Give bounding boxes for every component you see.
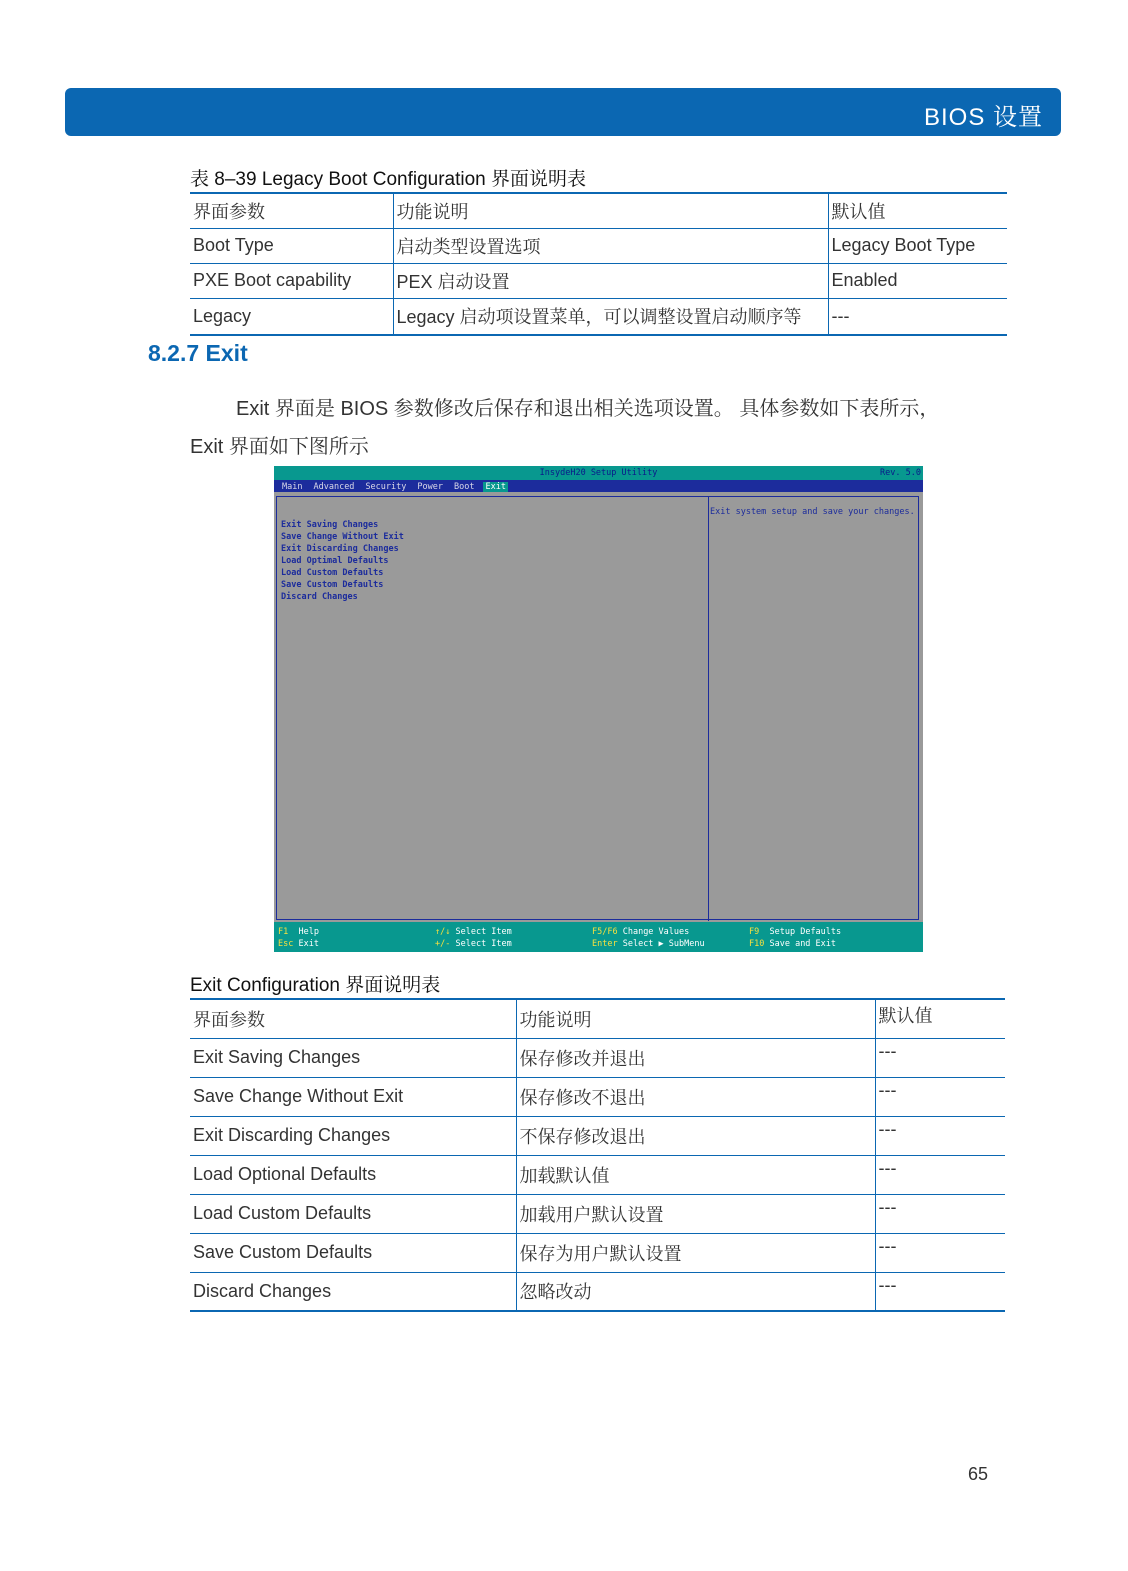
bios-legend-col — [435, 926, 512, 950]
table-cell: Legacy 启动项设置菜单，可以调整设置启动顺序等 — [393, 298, 828, 335]
key-desc: Select Item — [455, 927, 512, 937]
key-label: +/- — [435, 939, 451, 949]
header-cell: 功能说明 — [516, 999, 875, 1038]
table-cell: --- — [875, 1194, 1005, 1233]
key-label: F10 — [749, 939, 765, 949]
bios-option-load-custom-defaults[interactable]: Load Custom Defaults — [281, 568, 384, 578]
bios-option-save-custom-defaults[interactable]: Save Custom Defaults — [281, 580, 384, 590]
table-row — [190, 1272, 1005, 1311]
table-cell: 保存修改不退出 — [516, 1077, 875, 1116]
bios-option-exit-discarding-changes[interactable]: Exit Discarding Changes — [281, 544, 399, 554]
bios-tab-exit[interactable]: Exit — [485, 482, 506, 492]
table-cell: Load Custom Defaults — [190, 1194, 516, 1233]
table-cell: Legacy — [190, 298, 393, 335]
bios-screenshot — [274, 466, 923, 952]
table-cell: Legacy Boot Type — [828, 228, 1007, 263]
table-cell: 保存为用户默认设置 — [516, 1233, 875, 1272]
bios-option-load-optimal-defaults[interactable]: Load Optimal Defaults — [281, 556, 389, 566]
table-cell: 加载用户默认设置 — [516, 1194, 875, 1233]
header-cell: 功能说明 — [393, 193, 828, 228]
table-cell: Load Optional Defaults — [190, 1155, 516, 1194]
bios-menu-bar — [274, 480, 923, 492]
key-desc: Select ▶ SubMenu — [622, 939, 705, 949]
header-cell: 默认值 — [828, 193, 1007, 228]
intro-paragraph-line2: Exit 界面如下图所示 — [190, 436, 369, 458]
key-desc: Help — [298, 927, 319, 937]
table-cell: 忽略改动 — [516, 1272, 875, 1311]
bios-title: InsydeH20 Setup Utility — [539, 468, 658, 478]
key-desc: Setup Defaults — [769, 927, 842, 937]
table-cell: --- — [875, 1077, 1005, 1116]
table-cell: Save Change Without Exit — [190, 1077, 516, 1116]
bios-legend-col — [749, 926, 841, 950]
key-label: Esc — [278, 939, 294, 949]
key-label: F1 — [278, 927, 289, 937]
section-heading: 8.2.7 Exit — [148, 340, 248, 366]
table-cell: Enabled — [828, 263, 1007, 298]
table-cell: --- — [828, 298, 1007, 335]
bios-tab-security[interactable]: Security — [365, 482, 407, 492]
key-desc: Exit — [298, 939, 319, 949]
table-row — [190, 1233, 1005, 1272]
header-cell: 默认值 — [875, 999, 1005, 1038]
intro-paragraph-line1: Exit 界面是 BIOS 参数修改后保存和退出相关选项设置。 具体参数如下表所示， — [236, 398, 940, 420]
table-row — [190, 1077, 1005, 1116]
chapter-title: BIOS 设置 — [923, 104, 1043, 131]
key-label: Enter — [592, 939, 618, 949]
table-cell: --- — [875, 1155, 1005, 1194]
bios-title-bar — [274, 466, 923, 480]
table-cell: Exit Discarding Changes — [190, 1116, 516, 1155]
legacy-boot-table — [190, 192, 1007, 336]
bios-tab-main[interactable]: Main — [282, 482, 303, 492]
table-header-row — [190, 999, 1005, 1038]
bios-key-legend — [274, 922, 923, 952]
table-cell: PXE Boot capability — [190, 263, 393, 298]
key-desc: Save and Exit — [769, 939, 837, 949]
bios-panel-divider — [708, 497, 709, 921]
table-cell: --- — [875, 1272, 1005, 1311]
exit-configuration-table — [190, 998, 1005, 1312]
table-row — [190, 298, 1007, 335]
table-cell: Save Custom Defaults — [190, 1233, 516, 1272]
table-row — [190, 1038, 1005, 1077]
table-row — [190, 228, 1007, 263]
bios-help-text: Exit system setup and save your changes. — [710, 507, 915, 517]
table-header-row — [190, 193, 1007, 228]
table-cell: --- — [875, 1116, 1005, 1155]
table-cell: --- — [875, 1233, 1005, 1272]
key-label: ↑/↓ — [435, 927, 451, 937]
bios-legend-col — [592, 926, 705, 950]
table-cell: Boot Type — [190, 228, 393, 263]
table-cell: Exit Saving Changes — [190, 1038, 516, 1077]
header-cell: 界面参数 — [190, 999, 516, 1038]
key-label: F5/F6 — [592, 927, 618, 937]
table-row — [190, 1155, 1005, 1194]
table-row — [190, 1194, 1005, 1233]
table1-caption: 表 8–39 Legacy Boot Configuration 界面说明表 — [190, 169, 587, 190]
table-cell: Discard Changes — [190, 1272, 516, 1311]
chapter-header-bar — [65, 88, 1061, 136]
bios-option-list — [281, 519, 404, 603]
bios-tab-advanced[interactable]: Advanced — [313, 482, 355, 492]
header-cell: 界面参数 — [190, 193, 393, 228]
key-label: F9 — [749, 927, 760, 937]
table-cell: PEX 启动设置 — [393, 263, 828, 298]
bios-tab-boot[interactable]: Boot — [453, 482, 475, 492]
bios-option-exit-saving-changes[interactable]: Exit Saving Changes — [281, 520, 379, 530]
table-cell: 启动类型设置选项 — [393, 228, 828, 263]
bios-option-save-change-without-exit[interactable]: Save Change Without Exit — [281, 532, 404, 542]
bios-main-panel — [276, 496, 919, 920]
page-number: 65 — [968, 1464, 989, 1484]
bios-legend-col — [278, 926, 319, 950]
table-row — [190, 263, 1007, 298]
bios-revision: Rev. 5.0 — [880, 468, 921, 478]
table-cell: --- — [875, 1038, 1005, 1077]
table-row — [190, 1116, 1005, 1155]
table-cell: 不保存修改退出 — [516, 1116, 875, 1155]
table-cell: 加载默认值 — [516, 1155, 875, 1194]
table2-caption: Exit Configuration 界面说明表 — [190, 975, 441, 996]
bios-option-discard-changes[interactable]: Discard Changes — [281, 592, 358, 602]
key-desc: Select Item — [455, 939, 512, 949]
bios-tab-power[interactable]: Power — [417, 482, 443, 492]
table-cell: 保存修改并退出 — [516, 1038, 875, 1077]
key-desc: Change Values — [622, 927, 690, 937]
